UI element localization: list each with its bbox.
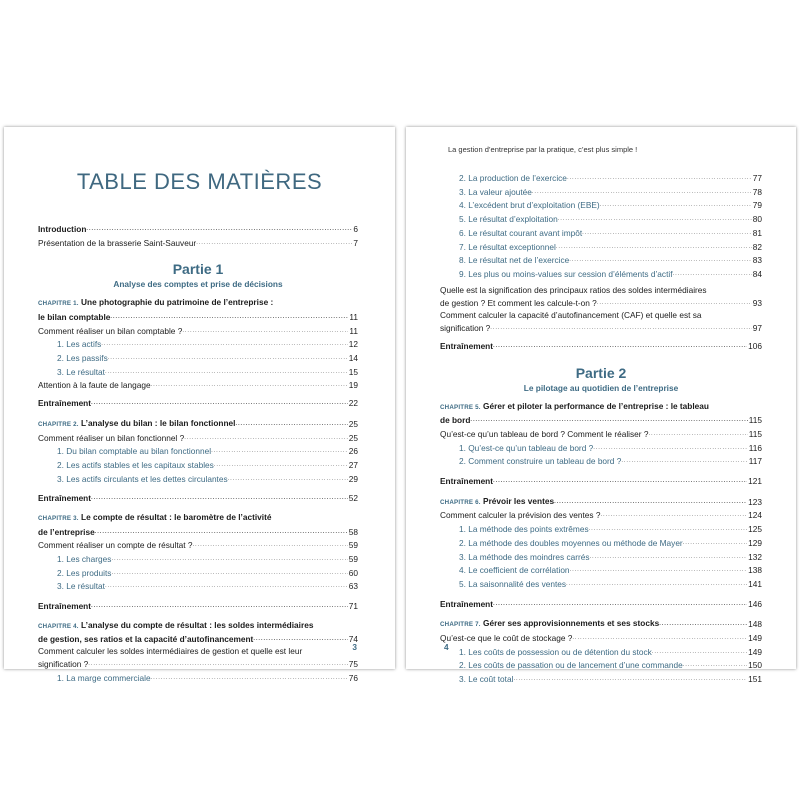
entry-page: 15 (348, 366, 358, 377)
chapter-title: L’analyse du bilan : le bilan fonctionnel (81, 417, 236, 428)
leader-dots (683, 536, 747, 550)
entry-page: 84 (752, 268, 762, 279)
entry-page: 60 (348, 567, 358, 578)
entry-label: Entraînement (38, 493, 92, 504)
entry-label: 4. L’excédent brut d’exploitation (EBE) (459, 200, 600, 211)
entry-label: 3. Le résultat (57, 581, 105, 592)
entry-page: 149 (748, 633, 762, 644)
entry-label: signification ? (38, 659, 89, 670)
leader-dots (554, 495, 747, 509)
entry-label: 1. Qu’est-ce qu’un tableau de bord ? (459, 442, 594, 453)
entry-label: Qu’est-ce qu’un tableau de bord ? Comment le réaliser ? (440, 428, 649, 439)
leader-dots (600, 508, 747, 522)
entry-page: 79 (752, 200, 762, 211)
toc-entry[interactable] (440, 321, 762, 335)
entry-label: 2. La méthode des doubles moyennes ou méthode de Mayer (459, 537, 683, 548)
entry-label: 2. Les passifs (57, 353, 108, 364)
leader-dots (590, 550, 748, 564)
leader-dots (91, 599, 348, 613)
toc-subentry[interactable] (38, 671, 358, 685)
leader-dots (95, 525, 348, 539)
part-subtitle: Le pilotage au quotidien de l’entreprise (523, 382, 679, 393)
toc-entry-introduction[interactable] (38, 222, 358, 236)
entry-label: Comment réaliser un bilan comptable ? (38, 325, 183, 336)
leader-dots (589, 522, 748, 536)
entry-page: 59 (348, 553, 358, 564)
toc-entry-presentation[interactable] (38, 236, 358, 250)
entry-page: 52 (348, 493, 358, 504)
entry-label: signification ? (440, 323, 491, 334)
toc-subentry[interactable] (440, 550, 762, 564)
leader-dots (101, 337, 347, 351)
part-subtitle: Analyse des comptes et prise de décisions (113, 279, 283, 290)
entry-label: Entraînement (440, 476, 494, 487)
leader-dots (111, 552, 347, 566)
entry-label: Comment réaliser un bilan fonctionnel ? (38, 432, 185, 443)
toc-subentry[interactable] (38, 444, 358, 458)
leader-dots (196, 236, 352, 250)
leader-dots (108, 351, 348, 365)
toc-subentry[interactable] (440, 253, 762, 267)
entry-page: 59 (348, 540, 358, 551)
chapter-tag: CHAPITRE (440, 498, 474, 506)
chapter-tag: CHAPITRE (38, 300, 72, 308)
entry-page: 132 (748, 551, 762, 562)
entry-page: 25 (348, 432, 358, 443)
toc-subentry[interactable] (440, 454, 762, 468)
entry-page: 124 (748, 510, 762, 521)
toc-entry-line[interactable]: Quelle est la signification des principaux ratios des soldes intermédiaires (440, 284, 707, 295)
chapter-heading[interactable] (38, 512, 358, 525)
leader-dots (493, 339, 747, 353)
chapter-number: 3. (73, 515, 79, 523)
toc-subentry[interactable] (440, 441, 762, 455)
entry-label: Comment calculer la prévision des ventes ? (440, 510, 601, 521)
toc-subentry[interactable] (38, 365, 358, 379)
leader-dots (105, 365, 348, 379)
entry-label: Entraînement (440, 598, 494, 609)
entry-page: 63 (348, 581, 358, 592)
leader-dots (91, 491, 348, 505)
entry-page: 6 (353, 224, 358, 234)
entry-page: 14 (348, 353, 358, 364)
right-toc (440, 171, 762, 686)
toc-title: TABLE DES MATIÈRES (76, 169, 323, 194)
toc-entry-line[interactable]: Comment calculer les soldes intermédiaires de gestion et quelle est leur (38, 645, 303, 656)
chapter-heading-cont[interactable] (440, 413, 762, 427)
chapter-3 (38, 512, 358, 613)
toc-subentry[interactable] (38, 337, 358, 351)
entry-label: 5. La saisonnalité des ventes (459, 578, 567, 589)
entry-label: 5. Le résultat d’exploitation (459, 214, 558, 225)
leader-dots (566, 577, 747, 591)
chapter-heading[interactable] (38, 297, 358, 310)
entry-label: 2. Les produits (57, 567, 112, 578)
leader-dots (214, 458, 348, 472)
toc-subentry[interactable] (38, 458, 358, 472)
toc-entry-training[interactable] (38, 491, 358, 505)
leader-dots (493, 474, 747, 488)
leader-dots (470, 413, 747, 427)
chapter-tag: CHAPITRE (38, 622, 72, 630)
chapter-tag: CHAPITRE (38, 515, 72, 523)
leader-dots (253, 632, 347, 646)
leader-dots (569, 253, 752, 267)
toc-entry-training[interactable] (440, 597, 762, 611)
entry-page: 93 (752, 298, 762, 309)
left-page (4, 127, 395, 684)
leader-dots (556, 240, 752, 254)
chapter-heading[interactable] (440, 495, 762, 509)
left-toc (38, 222, 358, 685)
entry-label: Introduction (38, 224, 87, 234)
leader-dots (600, 198, 752, 212)
leader-dots (532, 185, 752, 199)
toc-entry[interactable] (440, 508, 762, 522)
entry-label: 1. Les actifs (57, 339, 102, 350)
entry-page: 149 (748, 646, 762, 657)
entry-label: 2. La production de l’exercice (459, 173, 567, 183)
chapter-title: Une photographie du patrimoine de l’entreprise : (81, 297, 274, 308)
leader-dots (151, 378, 348, 392)
entry-page: 7 (353, 237, 358, 248)
entry-page: 11 (349, 311, 358, 322)
chapter-title-cont: de l’entreprise (38, 526, 95, 537)
entry-page: 74 (348, 634, 358, 645)
chapter-number: 7. (475, 621, 481, 629)
toc-subentry[interactable] (440, 198, 762, 212)
toc-entry[interactable] (38, 657, 358, 671)
chapter-tag: CHAPITRE (38, 420, 72, 428)
leader-dots (572, 631, 747, 645)
chapter-heading-cont[interactable] (38, 632, 358, 646)
chapter-title: Gérer et piloter la performance de l’entreprise : le tableau (483, 400, 709, 411)
leader-dots (86, 222, 352, 236)
chapter-title-cont: de gestion, ses ratios et la capacité d’autofinancement (38, 634, 254, 645)
entry-label: 1. La méthode des points extrêmes (459, 524, 589, 535)
leader-dots (513, 672, 747, 686)
entry-label: 6. Le résultat courant avant impôt (459, 227, 583, 238)
toc-subentry[interactable] (38, 579, 358, 593)
chapter-heading[interactable] (440, 617, 762, 631)
toc-subentry[interactable] (440, 171, 762, 185)
entry-label: Présentation de la brasserie Saint-Sauveur (38, 237, 197, 248)
entry-page: 138 (748, 565, 762, 576)
leader-dots (659, 617, 747, 631)
entry-label: 9. Les plus ou moins-values sur cession d’éléments d’actif (459, 268, 673, 279)
chapter-heading[interactable] (440, 401, 762, 414)
entry-label: Entraînement (38, 398, 92, 409)
leader-dots (211, 444, 348, 458)
entry-label: 3. Le résultat (57, 366, 105, 377)
leader-dots (652, 645, 747, 659)
toc-subentry[interactable] (440, 658, 762, 672)
toc-entry-training[interactable] (440, 474, 762, 488)
chapter-title: Le compte de résultat : le baromètre de l’activité (81, 512, 272, 523)
entry-label: Comment réaliser un compte de résultat ? (38, 540, 193, 551)
entry-page: 151 (748, 674, 762, 685)
entry-page: 83 (752, 255, 762, 266)
chapter-tag: CHAPITRE (440, 403, 474, 411)
toc-entry-training[interactable] (38, 396, 358, 410)
entry-page: 12 (348, 339, 358, 350)
part-title: Partie 2 (575, 364, 627, 381)
entry-label: 3. La valeur ajoutée (459, 186, 532, 197)
toc-subentry[interactable] (440, 645, 762, 659)
entry-page: 11 (349, 325, 358, 336)
toc-subentry[interactable] (440, 522, 762, 536)
entry-label: de gestion ? Et comment les calcule-t-on ? (440, 298, 597, 309)
leader-dots (490, 321, 751, 335)
toc-subentry[interactable] (38, 472, 358, 486)
entry-label: 4. Le coefficient de corrélation (459, 565, 570, 576)
leader-dots (193, 538, 348, 552)
chapter-7 (440, 617, 762, 686)
leader-dots (105, 579, 348, 593)
chapter-title: Gérer ses approvisionnements et ses stocks (483, 618, 660, 629)
entry-page: 146 (748, 598, 762, 609)
leader-dots (88, 657, 347, 671)
entry-page: 25 (348, 418, 358, 429)
toc-entry-line[interactable]: Comment calculer la capacité d’autofinancement (CAF) et quelle est sa (440, 309, 702, 320)
entry-label: 1. Les coûts de possession ou de détention du stock (459, 646, 652, 657)
toc-subentry[interactable] (38, 552, 358, 566)
running-head: La gestion d’entreprise par la pratique, c’est plus simple ! (448, 145, 638, 154)
leader-dots (558, 212, 752, 226)
leader-dots (111, 566, 347, 580)
entry-page: 78 (752, 186, 762, 197)
chapter-title-cont: le bilan comptable (38, 311, 111, 322)
leader-dots (182, 324, 348, 338)
toc-subentry[interactable] (440, 212, 762, 226)
entry-page: 150 (748, 660, 762, 671)
entry-label: 7. Le résultat exceptionnel (459, 241, 556, 252)
part-1-heading (38, 261, 358, 290)
entry-label: 3. Le coût total (459, 674, 514, 685)
entry-page: 115 (748, 428, 762, 439)
leader-dots (570, 563, 748, 577)
part-title: Partie 1 (172, 261, 224, 278)
page-number: 3 (352, 642, 357, 652)
entry-page: 129 (748, 537, 762, 548)
right-page (406, 127, 796, 685)
entry-page: 29 (348, 473, 358, 484)
entry-label: 2. Les coûts de passation ou de lancement d’une commande (459, 660, 683, 671)
entry-page: 121 (748, 476, 762, 487)
chapter-heading[interactable] (38, 417, 358, 431)
entry-label: 1. La marge commerciale (57, 673, 151, 684)
toc-entry-training[interactable] (38, 599, 358, 613)
entry-page: 22 (348, 398, 358, 409)
chapter-heading[interactable] (38, 620, 358, 633)
leader-dots (648, 427, 747, 441)
leader-dots (597, 296, 752, 310)
entry-label: 1. Les charges (57, 553, 112, 564)
entry-label: 2. Les actifs stables et les capitaux stables (57, 459, 214, 470)
toc-entry[interactable] (440, 427, 762, 441)
leader-dots (621, 454, 747, 468)
leader-dots (235, 417, 347, 431)
chapter-number: 2. (73, 420, 79, 428)
chapter-title-cont: de bord (440, 415, 471, 426)
toc-entry-training[interactable] (440, 339, 762, 353)
entry-label: Entraînement (38, 601, 92, 612)
entry-page: 76 (348, 673, 358, 684)
leader-dots (151, 671, 348, 685)
entry-page: 27 (348, 459, 358, 470)
entry-page: 148 (748, 619, 762, 630)
chapter-1 (38, 297, 358, 409)
entry-page: 75 (348, 659, 358, 670)
entry-page: 141 (748, 578, 762, 589)
toc-subentry[interactable] (440, 577, 762, 591)
entry-page: 71 (348, 601, 358, 612)
leader-dots (683, 658, 747, 672)
toc-entry[interactable] (38, 538, 358, 552)
toc-subentry[interactable] (440, 226, 762, 240)
chapter-4 (38, 620, 358, 685)
leader-dots (593, 441, 748, 455)
toc-entry[interactable] (38, 431, 358, 445)
entry-page: 117 (748, 456, 762, 467)
toc-subentry[interactable] (440, 672, 762, 686)
entry-page: 106 (748, 341, 762, 352)
toc-subentry[interactable] (440, 563, 762, 577)
entry-page: 26 (348, 446, 358, 457)
chapter-number: 4. (73, 622, 79, 630)
entry-label: 8. Le résultat net de l’exercice (459, 255, 570, 266)
entry-label: 3. Les actifs circulants et les dettes circulantes (57, 473, 228, 484)
leader-dots (673, 267, 752, 281)
entry-page: 82 (752, 241, 762, 252)
entry-page: 58 (348, 526, 358, 537)
chapter-title: Prévoir les ventes (483, 495, 555, 506)
entry-label: Qu’est-ce que le coût de stockage ? (440, 633, 573, 644)
toc-entry[interactable] (440, 296, 762, 310)
chapter-tag: CHAPITRE (440, 621, 474, 629)
entry-label: Attention à la faute de langage (38, 380, 151, 391)
toc-entry[interactable] (38, 324, 358, 338)
entry-page: 125 (748, 524, 762, 535)
toc-subentry[interactable] (38, 566, 358, 580)
leader-dots (582, 226, 752, 240)
leader-dots (228, 472, 348, 486)
chapter-5 (440, 401, 762, 488)
toc-subentry[interactable] (440, 536, 762, 550)
toc-subentry[interactable] (440, 240, 762, 254)
leader-dots (567, 171, 752, 185)
entry-page: 19 (348, 380, 358, 391)
entry-page: 123 (748, 496, 762, 507)
chapter-number: 6. (475, 498, 481, 506)
entry-page: 116 (748, 442, 762, 453)
chapter-number: 5. (475, 403, 481, 411)
entry-label: 1. Du bilan comptable au bilan fonctionnel (57, 446, 212, 457)
chapter-heading-cont[interactable] (38, 310, 358, 324)
toc-entry[interactable] (440, 631, 762, 645)
leader-dots (493, 597, 747, 611)
entry-page: 115 (748, 415, 762, 426)
entry-label: 3. La méthode des moindres carrés (459, 551, 590, 562)
entry-label: Entraînement (440, 341, 494, 352)
chapter-number: 1. (73, 300, 79, 308)
entry-page: 80 (752, 214, 762, 225)
leader-dots (184, 431, 348, 445)
chapter-2 (38, 417, 358, 505)
entry-page: 81 (752, 227, 762, 238)
chapter-title: L’analyse du compte de résultat : les soldes intermédiaires (81, 619, 314, 630)
part-2-heading (440, 365, 762, 394)
page-number: 4 (444, 642, 449, 652)
chapter-heading-cont[interactable] (38, 525, 358, 539)
entry-label: 2. Comment construire un tableau de bord ? (459, 456, 622, 467)
chapter-6 (440, 495, 762, 611)
leader-dots (91, 396, 348, 410)
toc-subentry[interactable] (440, 267, 762, 281)
toc-subentry[interactable] (38, 351, 358, 365)
entry-page: 97 (752, 323, 762, 334)
toc-entry[interactable] (38, 378, 358, 392)
toc-subentry[interactable] (440, 185, 762, 199)
entry-page: 77 (752, 173, 762, 183)
leader-dots (110, 310, 348, 324)
